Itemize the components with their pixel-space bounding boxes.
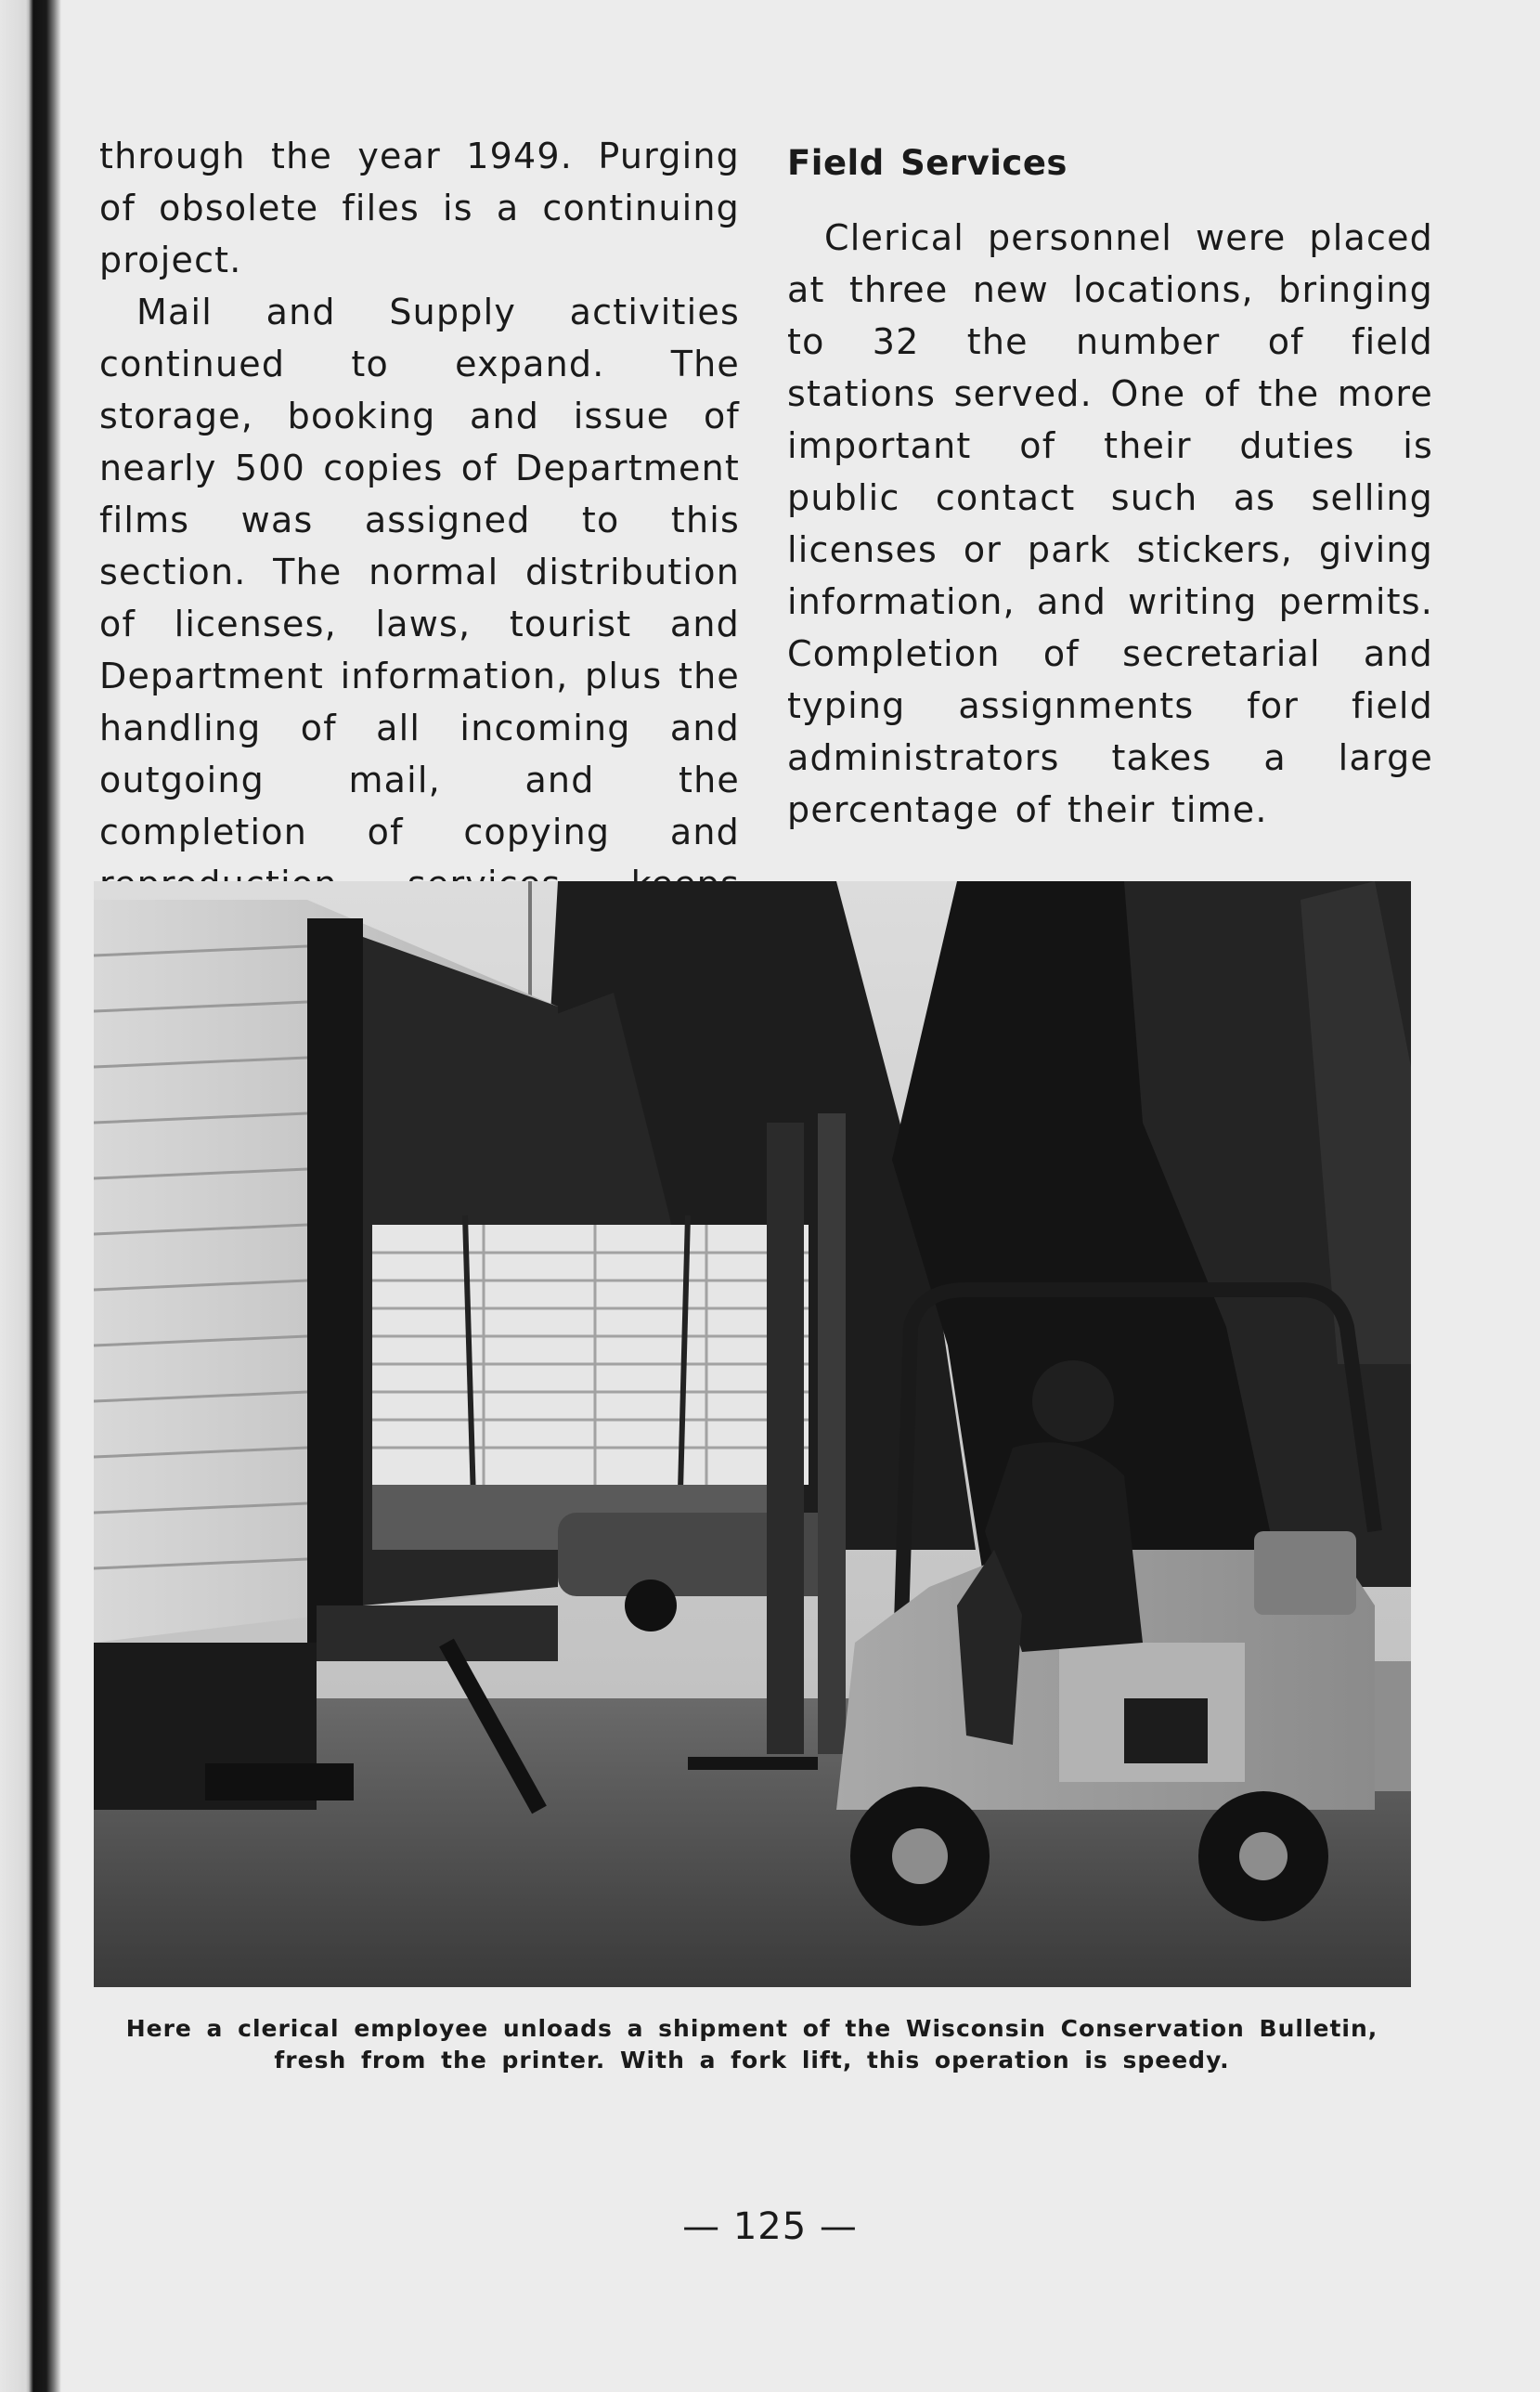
bundled-bulletins <box>372 1216 809 1559</box>
page-binding-edge <box>0 0 35 2392</box>
left-paragraph-1: through the year 1949. Purging of obsolete files is a continuing project. <box>99 136 740 280</box>
right-column <box>787 130 1433 836</box>
page-binding-shadow <box>33 0 61 2392</box>
page-number: — 125 — <box>682 2205 858 2248</box>
section-heading-field-services: Field Services <box>787 143 1068 183</box>
right-paragraph-1: Clerical personnel were placed at three new locations, bringing to 32 the number of field stations served. One of the more important of their duties is public contact such as selling licenses or park stickers, giving information, and writing permits. Completion of secretarial and typing assignments for field administrators takes a large percentage of their time. <box>787 217 1433 830</box>
forklift-truck-photo <box>94 881 1411 1987</box>
photo-caption: Here a clerical employee unloads a shipment of the Wisconsin Conservation Bulletin, fresh from the printer. With a fork lift, this operation is speedy. <box>125 2015 1378 2074</box>
left-paragraph-2: Mail and Supply activities continued to expand. The storage, booking and issue of nearly 500 copies of Department films was assigned to this section. The normal distribution of licenses, laws, tourist and Department information, plus the handling of all incoming and outgoing mail, and the completion of copying and <box>99 292 740 852</box>
